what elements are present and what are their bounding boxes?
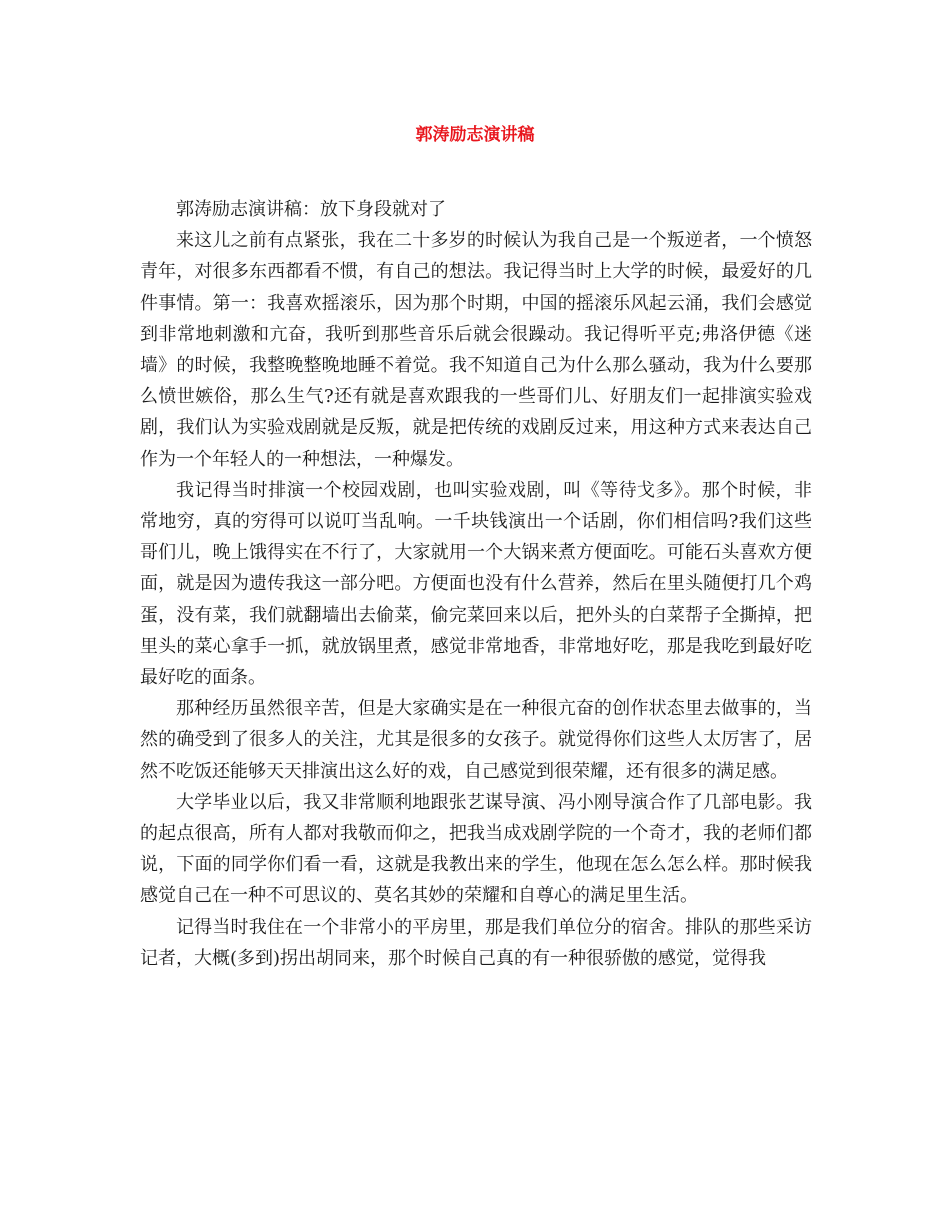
document-body (140, 194, 812, 974)
body-paragraph: 我记得当时排演一个校园戏剧，也叫实验戏剧，叫《等待戈多》。那个时候，非常地穷，真的穷得可以说叮当乱响。一千块钱演出一个话剧，你们相信吗?我们这些哥们儿，晚上饿得实在不行了，大家就用一个大锅来煮方便面吃。可能石头喜欢方便面，就是因为遗传我这一部分吧。方便面也没有什么营养，然后在里头随便打几个鸡蛋，没有菜，我们就翻墙出去偷菜，偷完菜回来以后，把外头的白菜帮子全撕掉，把里头的菜心拿手一抓，就放锅里煮，感觉非常地香，非常地好吃，那是我吃到最好吃最好吃的面条。 (140, 479, 812, 689)
body-paragraph: 来这儿之前有点紧张，我在二十多岁的时候认为我自己是一个叛逆者，一个愤怒青年，对很多东西都看不惯，有自己的想法。我记得当时上大学的时候，最爱好的几件事情。第一：我喜欢摇滚乐，因为那个时期，中国的摇滚乐风起云涌，我们会感觉到非常地刺激和亢奋，我听到那些音乐后就会很躁动。我记得听平克;弗洛伊德《迷墙》的时候，我整晚整晚地睡不着觉。我不知道自己为什么那么骚动，我为什么要那么愤世嫉俗，那么生气?还有就是喜欢跟我的一些哥们儿、好朋友们一起排演实验戏剧，我们认为实验戏剧就是反叛，就是把传统的戏剧反过来，用这种方式来表达自己作为一个年轻人的一种想法，一种爆发。 (140, 230, 812, 470)
body-paragraph: 大学毕业以后，我又非常顺利地跟张艺谋导演、冯小刚导演合作了几部电影。我的起点很高，所有人都对我敬而仰之，把我当成戏剧学院的一个奇才，我的老师们都说，下面的同学你们看一看，这就是我教出来的学生，他现在怎么怎么样。那时候我感觉自己在一种不可思议的、莫名其妙的荣耀和自尊心的满足里生活。 (140, 791, 812, 907)
subtitle-paragraph: 郭涛励志演讲稿：放下身段就对了 (176, 199, 446, 220)
document-title: 郭涛励志演讲稿 (415, 125, 535, 145)
body-paragraph: 那种经历虽然很辛苦，但是大家确实是在一种很亢奋的创作状态里去做事的，当然的确受到了很多人的关注，尤其是很多的女孩子。就觉得你们这些人太厉害了，居然不吃饭还能够天天排演出这么好的戏，自己感觉到很荣耀，还有很多的满足感。 (140, 698, 812, 782)
body-paragraph: 记得当时我住在一个非常小的平房里，那是我们单位分的宿舍。排队的那些采访记者，大概(多到)拐出胡同来，那个时候自己真的有一种很骄傲的感觉，觉得我 (140, 916, 812, 969)
